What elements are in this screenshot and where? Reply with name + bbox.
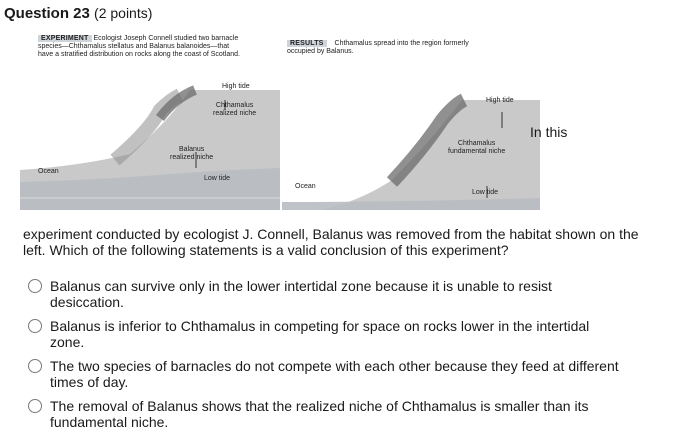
option-text: Balanus can survive only in the lower intertidal zone because it is unable to resist desiccation. [50,278,552,310]
results-caption [287,40,537,56]
label-line: realized niche [170,154,214,161]
option-text: Balanus is inferior to Chthamalus in competing for space on rocks lower in the intertidal zone. [50,318,590,350]
stem-lead: In this [530,124,568,140]
radio-button[interactable] [28,359,42,373]
right-ocean-label: Ocean [295,183,316,190]
answer-option-1[interactable] [28,278,668,310]
experiment-figure [20,30,540,210]
results-tag: RESULTS [287,40,327,47]
answer-option-2[interactable] [28,318,668,350]
experiment-text-3: have a stratified distribution on rocks along the coast of Scotland. [38,51,240,58]
experiment-text-2: species—Chthamalus stellatus and Balanus balanoides—that [38,43,230,50]
radio-button[interactable] [28,319,42,333]
experiment-caption [38,35,298,59]
label-line: Chthamalus [457,140,496,147]
option-text: The removal of Balanus shows that the realized niche of Chthamalus is smaller than its fundamental niche. [50,398,589,430]
experiment-tag: EXPERIMENT [38,35,92,42]
left-chthamalus-label [213,102,256,118]
results-text-1: Chthamalus spread into the region formerly [334,40,469,47]
left-high-tide-label: High tide [222,83,250,90]
left-ocean-label: Ocean [38,168,59,175]
left-rock-diagram [20,70,280,210]
label-line: fundamental niche [448,148,506,155]
right-chthamalus-label [448,140,505,156]
left-low-tide-label: Low tide [204,175,231,182]
answer-option-4[interactable] [28,398,668,430]
right-low-tide-label: Low tide [472,189,499,196]
experiment-text-1: Ecologist Joseph Connell studied two barnacle [93,35,239,42]
answer-option-3[interactable] [28,358,668,390]
label-line: Chthamalus [215,102,254,109]
left-balanus-label [170,146,213,162]
label-line: realized niche [213,110,257,117]
question-number: Question 23 [4,5,90,22]
radio-button[interactable] [28,399,42,413]
option-text: The two species of barnacles do not compete with each other because they feed at different times of day. [50,358,619,390]
label-line: Balanus [178,146,205,153]
radio-button[interactable] [28,279,42,293]
question-title [4,5,152,22]
results-text-2: occupied by Balanus. [287,48,354,55]
question-stem: experiment conducted by ecologist J. Connell, Balanus was removed from the habitat shown on the left. Which of the following statements is a valid conclusion of this experiment? [23,226,639,258]
right-high-tide-label: High tide [486,97,514,104]
question-points: (2 points) [94,5,153,21]
